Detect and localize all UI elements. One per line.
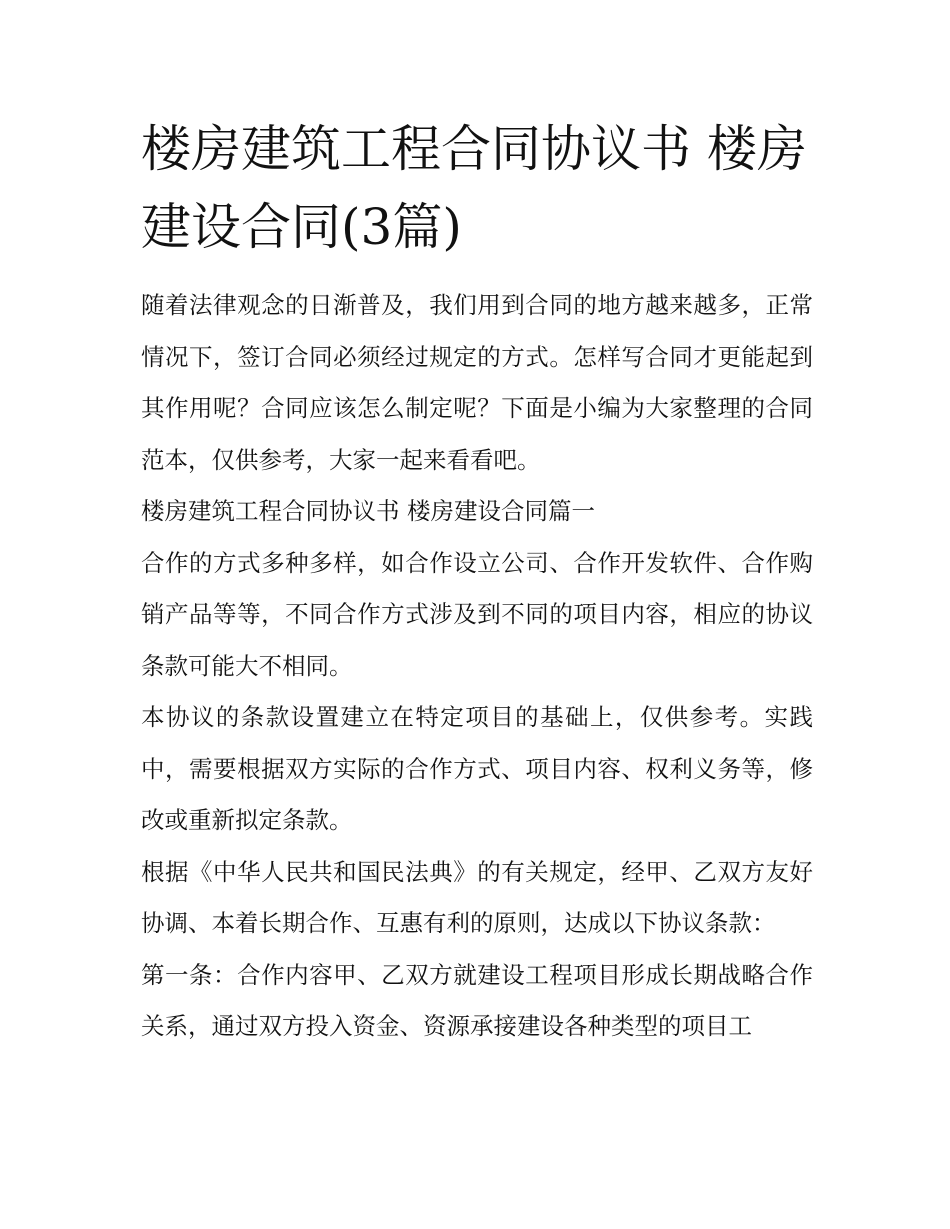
paragraph-article-one: 第一条：合作内容甲、乙双方就建设工程项目形成长期战略合作关系，通过双方投入资金、资源承接建设各种类型的项目工 bbox=[141, 960, 813, 1040]
section-heading: 楼房建筑工程合同协议书 楼房建设合同篇一 bbox=[141, 497, 595, 525]
intro-paragraph: 随着法律观念的日渐普及，我们用到合同的地方越来越多，正常情况下，签订合同必须经过规定的方式。怎样写合同才更能起到其作用呢？合同应该怎么制定呢？下面是小编为大家整理的合同范本，仅供参考，大家一起来看看吧。 bbox=[141, 291, 813, 474]
paragraph-legal-basis: 根据《中华人民共和国民法典》的有关规定，经甲、乙双方友好协调、本着长期合作、互惠有利的原则，达成以下协议条款： bbox=[141, 857, 813, 937]
paragraph-reference-note: 本协议的条款设置建立在特定项目的基础上，仅供参考。实践中，需要根据双方实际的合作方式、项目内容、权利义务等，修改或重新拟定条款。 bbox=[141, 703, 813, 834]
paragraph-cooperation-types: 合作的方式多种多样，如合作设立公司、合作开发软件、合作购销产品等等，不同合作方式涉及到不同的项目内容，相应的协议条款可能大不相同。 bbox=[141, 548, 813, 680]
document-page bbox=[141, 110, 813, 1053]
document-title: 楼房建筑工程合同协议书 楼房建设合同(3篇) bbox=[141, 120, 807, 256]
